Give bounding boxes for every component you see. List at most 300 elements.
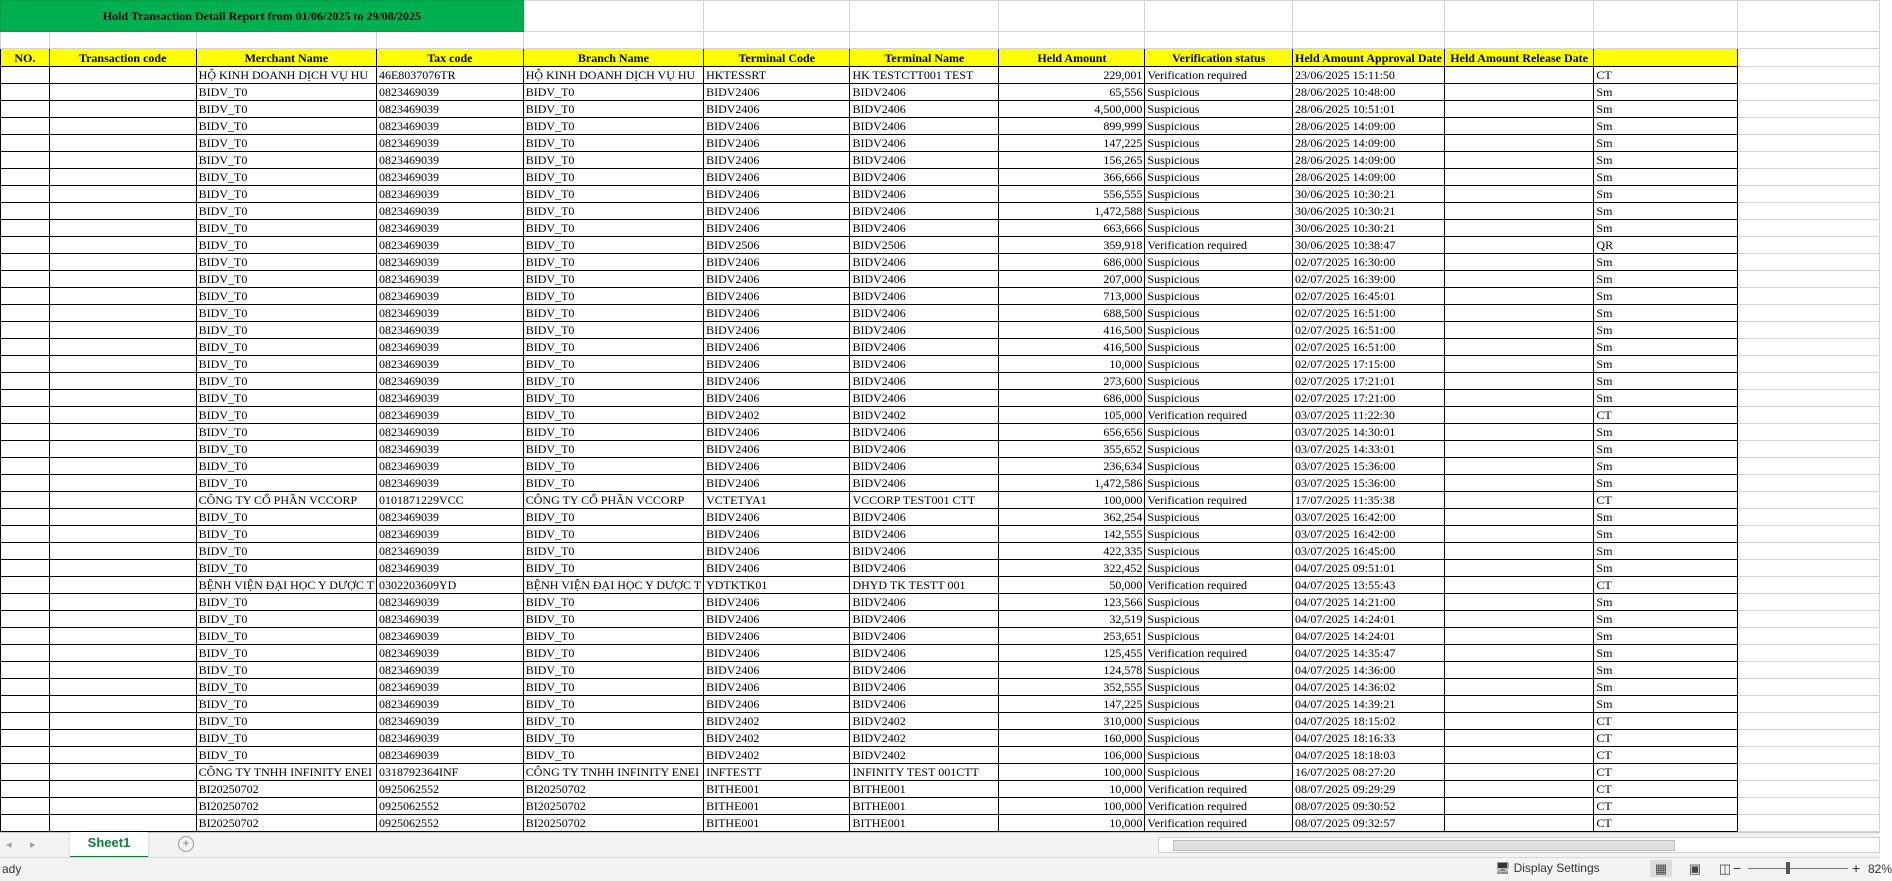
table-cell[interactable]: Sm <box>1594 628 1737 645</box>
table-cell[interactable] <box>1 662 50 679</box>
table-cell[interactable]: Sm <box>1594 696 1737 713</box>
table-cell[interactable]: 03/07/2025 16:45:00 <box>1293 543 1445 560</box>
table-cell[interactable]: Sm <box>1594 271 1737 288</box>
table-cell[interactable]: Sm <box>1594 424 1737 441</box>
cell[interactable] <box>1737 713 1879 730</box>
table-cell[interactable]: 366,666 <box>999 169 1145 186</box>
table-cell[interactable] <box>1444 356 1594 373</box>
table-cell[interactable]: BIDV2406 <box>704 322 850 339</box>
table-cell[interactable]: BIDV2406 <box>850 475 999 492</box>
table-cell[interactable] <box>1444 135 1594 152</box>
table-cell[interactable]: 0823469039 <box>376 288 523 305</box>
table-cell[interactable]: Suspicious <box>1145 509 1293 526</box>
table-cell[interactable] <box>49 662 196 679</box>
table-cell[interactable] <box>49 407 196 424</box>
table-cell[interactable] <box>49 492 196 509</box>
table-cell[interactable] <box>1 781 50 798</box>
zoom-level[interactable]: 82% <box>1868 862 1892 876</box>
table-cell[interactable]: BIDV_T0 <box>196 696 376 713</box>
table-cell[interactable]: CT <box>1594 747 1737 764</box>
table-cell[interactable]: BIDV_T0 <box>196 305 376 322</box>
table-cell[interactable] <box>1 458 50 475</box>
table-cell[interactable]: BIDV2406 <box>850 645 999 662</box>
table-cell[interactable]: BIDV_T0 <box>196 730 376 747</box>
table-cell[interactable]: 0823469039 <box>376 713 523 730</box>
table-cell[interactable] <box>1444 747 1594 764</box>
column-header[interactable]: Held Amount <box>999 49 1145 67</box>
table-cell[interactable] <box>49 645 196 662</box>
table-cell[interactable]: Sm <box>1594 662 1737 679</box>
table-cell[interactable]: BIDV2406 <box>850 322 999 339</box>
table-cell[interactable]: Suspicious <box>1145 84 1293 101</box>
cell[interactable] <box>1737 577 1879 594</box>
table-cell[interactable]: BIDV_T0 <box>196 560 376 577</box>
table-cell[interactable] <box>1 169 50 186</box>
table-cell[interactable]: 04/07/2025 14:21:00 <box>1293 594 1445 611</box>
table-cell[interactable] <box>49 390 196 407</box>
table-cell[interactable]: 28/06/2025 10:48:00 <box>1293 84 1445 101</box>
table-cell[interactable]: Verification required <box>1145 237 1293 254</box>
table-cell[interactable]: BIDV2406 <box>704 135 850 152</box>
table-cell[interactable]: 0823469039 <box>376 271 523 288</box>
table-cell[interactable]: Suspicious <box>1145 322 1293 339</box>
table-cell[interactable] <box>1444 118 1594 135</box>
table-cell[interactable]: BIDV_T0 <box>523 254 703 271</box>
table-cell[interactable]: BIDV_T0 <box>196 339 376 356</box>
table-cell[interactable]: 0925062552 <box>376 781 523 798</box>
column-header[interactable]: Branch Name <box>523 49 703 67</box>
table-cell[interactable] <box>1 203 50 220</box>
table-cell[interactable]: BIDV2406 <box>850 305 999 322</box>
table-cell[interactable] <box>1 390 50 407</box>
table-cell[interactable]: 1,472,586 <box>999 475 1145 492</box>
table-cell[interactable]: BIDV_T0 <box>196 441 376 458</box>
table-cell[interactable]: 100,000 <box>999 798 1145 815</box>
table-cell[interactable]: BIDV_T0 <box>523 611 703 628</box>
table-cell[interactable]: 686,000 <box>999 390 1145 407</box>
table-cell[interactable]: BIDV_T0 <box>523 84 703 101</box>
table-cell[interactable] <box>1444 237 1594 254</box>
table-cell[interactable] <box>49 798 196 815</box>
table-cell[interactable]: Sm <box>1594 560 1737 577</box>
table-cell[interactable]: CÔNG TY TNHH INFINITY ENEI <box>196 764 376 781</box>
table-cell[interactable]: BIDV_T0 <box>196 679 376 696</box>
table-cell[interactable]: BIDV_T0 <box>196 186 376 203</box>
table-cell[interactable]: 04/07/2025 18:16:33 <box>1293 730 1445 747</box>
table-cell[interactable]: 0823469039 <box>376 441 523 458</box>
table-cell[interactable]: 0823469039 <box>376 407 523 424</box>
table-cell[interactable]: BIDV2406 <box>850 203 999 220</box>
cell[interactable] <box>1737 32 1879 49</box>
table-cell[interactable]: Sm <box>1594 645 1737 662</box>
table-cell[interactable] <box>1 492 50 509</box>
table-cell[interactable]: BIDV_T0 <box>196 662 376 679</box>
table-cell[interactable]: BI20250702 <box>196 781 376 798</box>
table-cell[interactable] <box>49 696 196 713</box>
table-cell[interactable]: Suspicious <box>1145 730 1293 747</box>
cell[interactable] <box>1737 356 1879 373</box>
cell[interactable] <box>1737 509 1879 526</box>
table-cell[interactable]: BIDV_T0 <box>523 628 703 645</box>
table-cell[interactable]: 105,000 <box>999 407 1145 424</box>
table-cell[interactable] <box>49 203 196 220</box>
table-cell[interactable]: 0823469039 <box>376 662 523 679</box>
table-cell[interactable] <box>1 679 50 696</box>
table-cell[interactable]: 02/07/2025 16:51:00 <box>1293 305 1445 322</box>
table-cell[interactable]: BIDV2406 <box>850 390 999 407</box>
table-cell[interactable] <box>1 118 50 135</box>
cell[interactable] <box>1737 135 1879 152</box>
table-cell[interactable]: 0823469039 <box>376 594 523 611</box>
table-cell[interactable]: 0823469039 <box>376 339 523 356</box>
cell[interactable] <box>1737 118 1879 135</box>
table-cell[interactable]: BIDV_T0 <box>196 271 376 288</box>
table-cell[interactable] <box>1444 458 1594 475</box>
zoom-in-button[interactable]: + <box>1852 860 1861 876</box>
table-cell[interactable] <box>1444 203 1594 220</box>
table-cell[interactable]: BIDV_T0 <box>196 373 376 390</box>
table-cell[interactable]: 23/06/2025 15:11:50 <box>1293 67 1445 84</box>
table-cell[interactable] <box>49 509 196 526</box>
table-cell[interactable] <box>1444 560 1594 577</box>
table-cell[interactable] <box>1 220 50 237</box>
table-cell[interactable]: BIDV_T0 <box>196 475 376 492</box>
cell[interactable] <box>1737 101 1879 118</box>
table-cell[interactable] <box>49 594 196 611</box>
table-cell[interactable]: Sm <box>1594 441 1737 458</box>
table-cell[interactable]: BIDV2406 <box>704 169 850 186</box>
table-cell[interactable]: Suspicious <box>1145 679 1293 696</box>
table-cell[interactable]: BIDV_T0 <box>196 645 376 662</box>
table-cell[interactable]: Suspicious <box>1145 696 1293 713</box>
table-cell[interactable]: 02/07/2025 17:15:00 <box>1293 356 1445 373</box>
cell[interactable] <box>1145 1 1293 32</box>
table-cell[interactable]: CT <box>1594 577 1737 594</box>
table-cell[interactable]: Suspicious <box>1145 356 1293 373</box>
cell[interactable] <box>1 32 50 49</box>
table-cell[interactable] <box>49 373 196 390</box>
cell[interactable] <box>1594 32 1737 49</box>
table-cell[interactable] <box>1 237 50 254</box>
table-cell[interactable] <box>1 526 50 543</box>
table-cell[interactable]: CÔNG TY CỔ PHẦN VCCORP <box>523 492 703 509</box>
table-cell[interactable]: 02/07/2025 16:39:00 <box>1293 271 1445 288</box>
table-cell[interactable] <box>49 815 196 832</box>
table-cell[interactable]: 100,000 <box>999 492 1145 509</box>
table-cell[interactable]: 28/06/2025 14:09:00 <box>1293 169 1445 186</box>
table-cell[interactable]: BIDV2406 <box>704 628 850 645</box>
cell[interactable] <box>1737 390 1879 407</box>
table-cell[interactable] <box>1444 254 1594 271</box>
table-cell[interactable]: BIDV2406 <box>850 356 999 373</box>
table-cell[interactable]: 156,265 <box>999 152 1145 169</box>
table-cell[interactable]: BITHE001 <box>704 815 850 832</box>
table-cell[interactable]: BIDV2406 <box>850 118 999 135</box>
table-cell[interactable]: BIDV2406 <box>850 271 999 288</box>
column-header[interactable] <box>1594 49 1737 67</box>
cell[interactable] <box>1737 662 1879 679</box>
zoom-slider[interactable] <box>1748 868 1848 869</box>
table-cell[interactable]: Suspicious <box>1145 628 1293 645</box>
table-cell[interactable]: 04/07/2025 14:36:00 <box>1293 662 1445 679</box>
table-cell[interactable]: BIDV2406 <box>704 118 850 135</box>
table-cell[interactable]: BIDV_T0 <box>523 390 703 407</box>
table-cell[interactable]: 04/07/2025 13:55:43 <box>1293 577 1445 594</box>
table-cell[interactable]: YDTKTK01 <box>704 577 850 594</box>
zoom-slider-thumb[interactable] <box>1786 862 1790 874</box>
cell[interactable] <box>1737 288 1879 305</box>
table-cell[interactable]: BIDV_T0 <box>523 679 703 696</box>
table-cell[interactable] <box>1 441 50 458</box>
table-cell[interactable]: 02/07/2025 16:51:00 <box>1293 322 1445 339</box>
cell[interactable] <box>1737 254 1879 271</box>
table-cell[interactable] <box>1444 696 1594 713</box>
table-cell[interactable]: Verification required <box>1145 645 1293 662</box>
table-cell[interactable]: BIDV_T0 <box>523 475 703 492</box>
table-cell[interactable]: BIDV_T0 <box>523 696 703 713</box>
table-cell[interactable]: 4,500,000 <box>999 101 1145 118</box>
table-cell[interactable]: BIDV_T0 <box>523 101 703 118</box>
table-cell[interactable]: CT <box>1594 492 1737 509</box>
cell[interactable] <box>1444 1 1594 32</box>
table-cell[interactable]: BI20250702 <box>196 815 376 832</box>
table-cell[interactable]: Suspicious <box>1145 662 1293 679</box>
table-cell[interactable]: BIDV_T0 <box>196 424 376 441</box>
table-cell[interactable]: BIDV_T0 <box>196 407 376 424</box>
table-cell[interactable]: BIDV_T0 <box>196 135 376 152</box>
report-title[interactable]: Hold Transaction Detail Report from 01/06/2025 to 29/08/2025 <box>1 1 524 32</box>
table-cell[interactable]: 142,555 <box>999 526 1145 543</box>
table-cell[interactable]: 0823469039 <box>376 628 523 645</box>
table-cell[interactable]: Sm <box>1594 458 1737 475</box>
cell[interactable] <box>1737 543 1879 560</box>
table-cell[interactable]: BIDV_T0 <box>523 526 703 543</box>
table-cell[interactable]: Sm <box>1594 288 1737 305</box>
cell[interactable] <box>1737 679 1879 696</box>
cell[interactable] <box>1737 186 1879 203</box>
table-cell[interactable]: Suspicious <box>1145 186 1293 203</box>
table-cell[interactable]: CÔNG TY CỔ PHẦN VCCORP <box>196 492 376 509</box>
cell[interactable] <box>1737 815 1879 832</box>
table-cell[interactable] <box>1 509 50 526</box>
table-cell[interactable]: Sm <box>1594 322 1737 339</box>
table-cell[interactable]: Suspicious <box>1145 135 1293 152</box>
zoom-out-button[interactable]: − <box>1733 860 1742 876</box>
table-cell[interactable] <box>1 288 50 305</box>
column-header[interactable]: Held Amount Release Date <box>1444 49 1594 67</box>
table-cell[interactable]: 32,519 <box>999 611 1145 628</box>
table-cell[interactable]: 03/07/2025 15:36:00 <box>1293 458 1445 475</box>
table-cell[interactable] <box>1444 611 1594 628</box>
table-cell[interactable]: BIDV2402 <box>704 730 850 747</box>
table-cell[interactable]: Suspicious <box>1145 747 1293 764</box>
display-settings-button[interactable] <box>1495 861 1600 875</box>
table-cell[interactable] <box>1444 152 1594 169</box>
table-cell[interactable]: 10,000 <box>999 356 1145 373</box>
table-cell[interactable]: 0823469039 <box>376 322 523 339</box>
table-cell[interactable] <box>49 764 196 781</box>
table-cell[interactable] <box>1444 628 1594 645</box>
table-cell[interactable]: 65,556 <box>999 84 1145 101</box>
table-cell[interactable] <box>49 441 196 458</box>
table-cell[interactable]: BIDV2406 <box>850 628 999 645</box>
table-cell[interactable] <box>1444 781 1594 798</box>
table-cell[interactable]: 08/07/2025 09:30:52 <box>1293 798 1445 815</box>
table-cell[interactable]: 46E8037076TR <box>376 67 523 84</box>
table-cell[interactable] <box>1 152 50 169</box>
table-cell[interactable]: BIDV2406 <box>704 424 850 441</box>
table-cell[interactable]: BIDV_T0 <box>523 509 703 526</box>
table-cell[interactable] <box>1444 271 1594 288</box>
table-cell[interactable]: BIDV_T0 <box>196 390 376 407</box>
tab-sheet1[interactable]: Sheet1 <box>70 832 148 859</box>
table-cell[interactable]: BIDV2406 <box>850 560 999 577</box>
table-cell[interactable]: Suspicious <box>1145 543 1293 560</box>
table-cell[interactable] <box>1 543 50 560</box>
table-cell[interactable]: HK TESTCTT001 TEST <box>850 67 999 84</box>
cell[interactable] <box>1737 645 1879 662</box>
table-cell[interactable]: 08/07/2025 09:29:29 <box>1293 781 1445 798</box>
table-cell[interactable]: BIDV2406 <box>850 288 999 305</box>
table-cell[interactable]: 0101871229VCC <box>376 492 523 509</box>
table-cell[interactable] <box>1444 815 1594 832</box>
table-cell[interactable] <box>1444 645 1594 662</box>
table-cell[interactable] <box>49 322 196 339</box>
cell[interactable] <box>1594 1 1737 32</box>
table-cell[interactable]: 30/06/2025 10:30:21 <box>1293 186 1445 203</box>
column-header[interactable]: Merchant Name <box>196 49 376 67</box>
table-cell[interactable]: BIDV2406 <box>850 679 999 696</box>
table-cell[interactable]: 0823469039 <box>376 696 523 713</box>
table-cell[interactable]: 123,566 <box>999 594 1145 611</box>
table-cell[interactable]: 30/06/2025 10:30:21 <box>1293 203 1445 220</box>
table-cell[interactable]: BỆNH VIỆN ĐẠI HỌC Y DƯỢC T <box>196 577 376 594</box>
table-cell[interactable]: BIDV2406 <box>850 441 999 458</box>
table-cell[interactable]: 0823469039 <box>376 730 523 747</box>
cell[interactable] <box>196 32 376 49</box>
table-cell[interactable]: 03/07/2025 14:33:01 <box>1293 441 1445 458</box>
table-cell[interactable]: 0823469039 <box>376 101 523 118</box>
table-cell[interactable]: 0823469039 <box>376 747 523 764</box>
table-cell[interactable]: CT <box>1594 713 1737 730</box>
table-cell[interactable]: BIDV2406 <box>850 526 999 543</box>
cell[interactable] <box>704 1 850 32</box>
table-cell[interactable]: CT <box>1594 67 1737 84</box>
table-cell[interactable]: 30/06/2025 10:30:21 <box>1293 220 1445 237</box>
table-cell[interactable]: BIDV2406 <box>704 390 850 407</box>
table-cell[interactable]: BIDV_T0 <box>196 203 376 220</box>
table-cell[interactable]: BIDV2402 <box>850 747 999 764</box>
table-cell[interactable] <box>49 424 196 441</box>
table-cell[interactable] <box>1 713 50 730</box>
table-cell[interactable]: 30/06/2025 10:38:47 <box>1293 237 1445 254</box>
table-cell[interactable] <box>1 475 50 492</box>
table-cell[interactable]: BIDV_T0 <box>523 288 703 305</box>
table-cell[interactable] <box>1444 67 1594 84</box>
table-cell[interactable]: Verification required <box>1145 407 1293 424</box>
table-cell[interactable]: Verification required <box>1145 67 1293 84</box>
table-cell[interactable]: Suspicious <box>1145 288 1293 305</box>
table-cell[interactable] <box>1444 509 1594 526</box>
table-cell[interactable]: BI20250702 <box>196 798 376 815</box>
table-cell[interactable]: 899,999 <box>999 118 1145 135</box>
cell[interactable] <box>1737 305 1879 322</box>
table-cell[interactable]: Suspicious <box>1145 271 1293 288</box>
table-cell[interactable] <box>1 271 50 288</box>
table-cell[interactable]: 125,455 <box>999 645 1145 662</box>
table-cell[interactable]: BIDV2406 <box>704 594 850 611</box>
cell[interactable] <box>999 32 1145 49</box>
table-cell[interactable]: 0823469039 <box>376 475 523 492</box>
table-cell[interactable]: BIDV_T0 <box>523 594 703 611</box>
table-cell[interactable] <box>1 305 50 322</box>
table-cell[interactable]: Sm <box>1594 339 1737 356</box>
table-cell[interactable]: 04/07/2025 14:36:02 <box>1293 679 1445 696</box>
table-cell[interactable]: BIDV_T0 <box>523 118 703 135</box>
table-cell[interactable] <box>1 101 50 118</box>
table-cell[interactable] <box>49 611 196 628</box>
table-cell[interactable] <box>1 815 50 832</box>
table-cell[interactable]: BIDV2402 <box>704 407 850 424</box>
table-cell[interactable]: 02/07/2025 17:21:00 <box>1293 390 1445 407</box>
cell[interactable] <box>1737 203 1879 220</box>
table-cell[interactable]: BIDV_T0 <box>196 152 376 169</box>
table-cell[interactable]: BIDV_T0 <box>523 424 703 441</box>
table-cell[interactable] <box>1444 101 1594 118</box>
cell[interactable] <box>1737 373 1879 390</box>
table-cell[interactable]: INFINITY TEST 001CTT <box>850 764 999 781</box>
table-cell[interactable]: 0823469039 <box>376 186 523 203</box>
table-cell[interactable]: 0823469039 <box>376 203 523 220</box>
table-cell[interactable]: INFTESTT <box>704 764 850 781</box>
table-cell[interactable]: BIDV2406 <box>704 458 850 475</box>
table-cell[interactable]: 713,000 <box>999 288 1145 305</box>
table-cell[interactable]: BIDV_T0 <box>196 594 376 611</box>
table-cell[interactable]: 352,555 <box>999 679 1145 696</box>
table-cell[interactable]: BIDV_T0 <box>523 135 703 152</box>
table-cell[interactable]: 17/07/2025 11:35:38 <box>1293 492 1445 509</box>
column-header[interactable]: Transaction code <box>49 49 196 67</box>
table-cell[interactable]: 207,000 <box>999 271 1145 288</box>
table-cell[interactable]: Verification required <box>1145 815 1293 832</box>
table-cell[interactable]: Suspicious <box>1145 713 1293 730</box>
table-cell[interactable]: 28/06/2025 14:09:00 <box>1293 118 1445 135</box>
table-cell[interactable] <box>1444 373 1594 390</box>
table-cell[interactable]: Sm <box>1594 543 1737 560</box>
table-cell[interactable] <box>1444 390 1594 407</box>
table-cell[interactable]: BIDV2406 <box>704 271 850 288</box>
table-cell[interactable] <box>49 305 196 322</box>
table-cell[interactable] <box>1444 798 1594 815</box>
table-cell[interactable]: BIDV2406 <box>704 526 850 543</box>
cell[interactable] <box>1293 32 1445 49</box>
table-cell[interactable]: Suspicious <box>1145 441 1293 458</box>
table-cell[interactable] <box>49 679 196 696</box>
table-cell[interactable] <box>1444 730 1594 747</box>
table-cell[interactable]: 0823469039 <box>376 135 523 152</box>
cell[interactable] <box>1737 798 1879 815</box>
table-cell[interactable]: BIDV2406 <box>850 594 999 611</box>
table-cell[interactable]: 0318792364INF <box>376 764 523 781</box>
table-cell[interactable]: Verification required <box>1145 577 1293 594</box>
table-cell[interactable] <box>1 764 50 781</box>
table-cell[interactable] <box>1444 713 1594 730</box>
table-cell[interactable]: BIDV2406 <box>850 135 999 152</box>
table-cell[interactable]: BITHE001 <box>850 781 999 798</box>
table-cell[interactable] <box>1 135 50 152</box>
table-cell[interactable] <box>49 628 196 645</box>
table-cell[interactable]: 100,000 <box>999 764 1145 781</box>
